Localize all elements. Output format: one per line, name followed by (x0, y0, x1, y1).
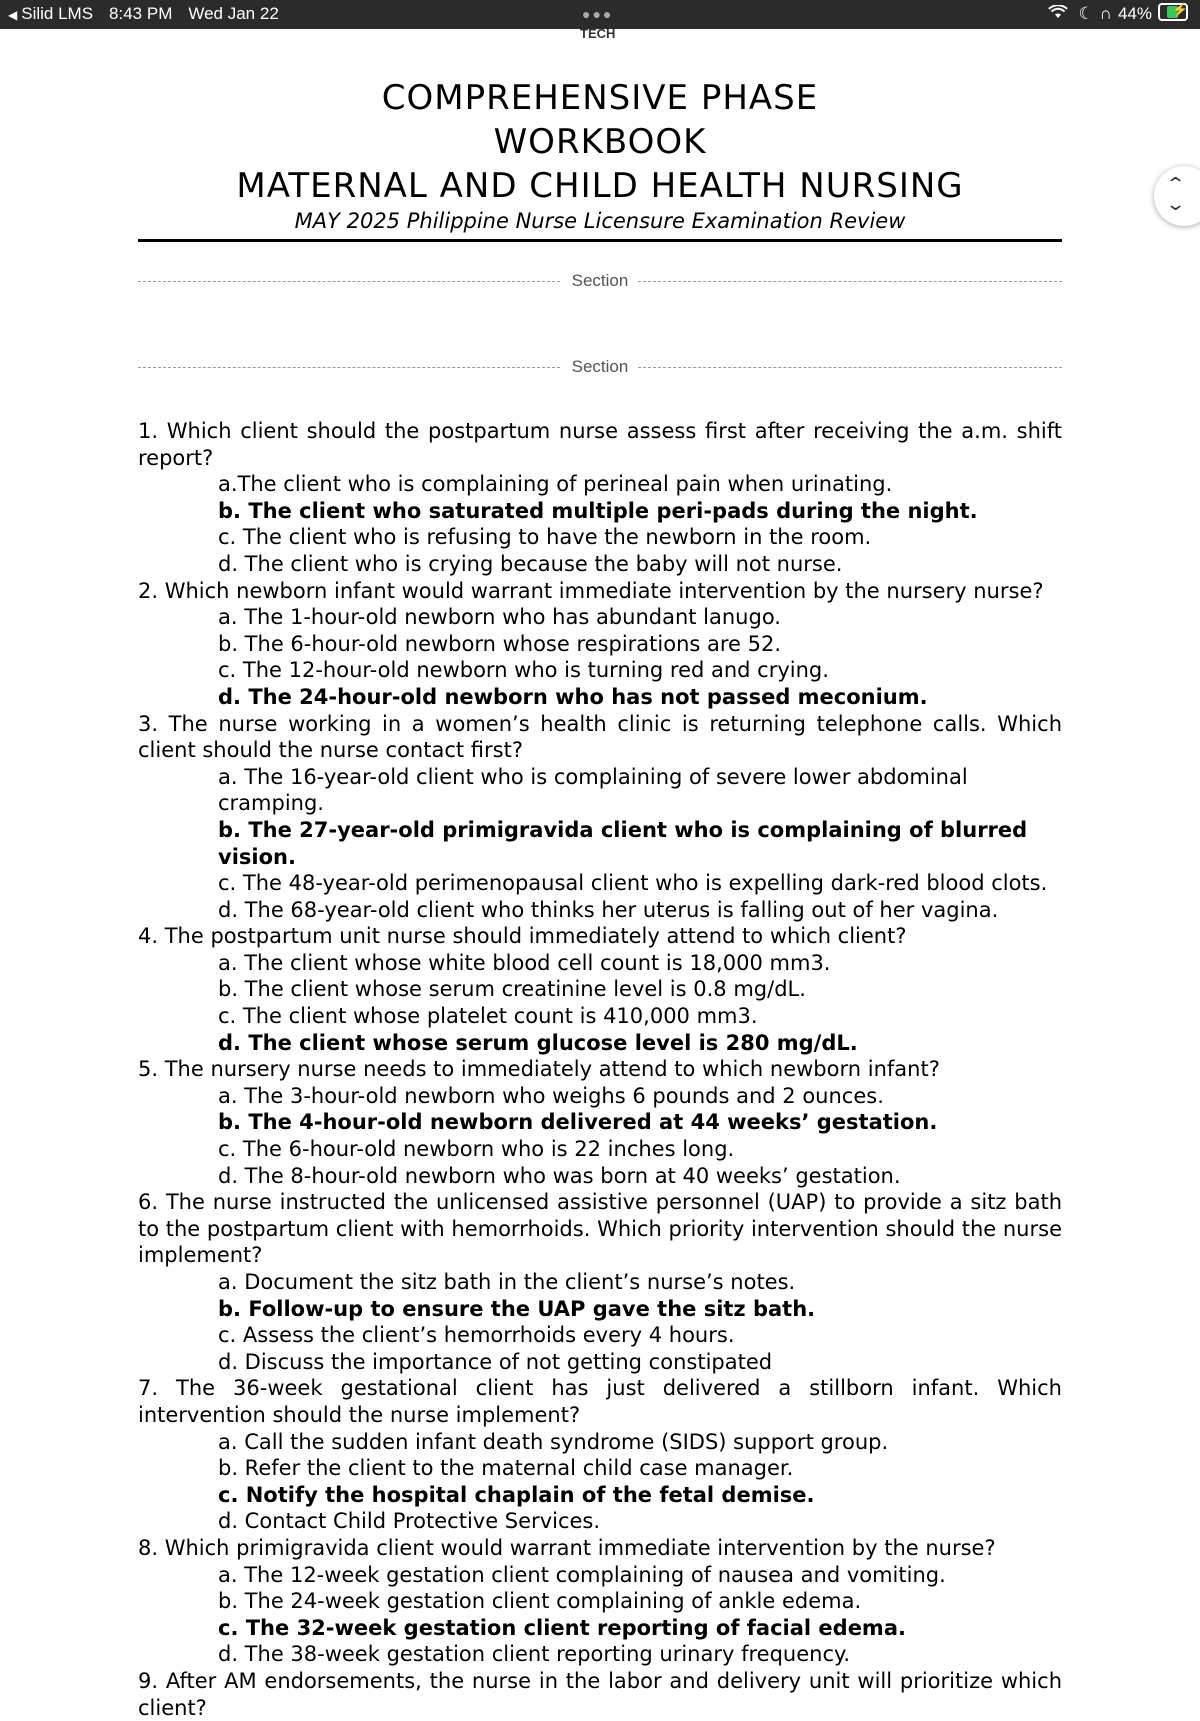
answer-option-correct: d. The client whose serum glucose level is 280 mg/dL. (218, 1030, 858, 1055)
status-left (8, 4, 295, 24)
answer-option: d. The 68-year-old client who thinks her uterus is falling out of her vagina. (218, 897, 999, 922)
headphones-icon: ∩ (1099, 4, 1112, 23)
back-to-app-link[interactable]: Silid LMS (21, 4, 94, 23)
question-stem: 8. Which primigravida client would warrant immediate intervention by the nurse? (138, 1535, 996, 1560)
answer-option: a. The 3-hour-old newborn who weighs 6 pounds and 2 ounces. (218, 1083, 884, 1108)
question-stem: 3. The nurse working in a women’s health clinic is returning telephone calls. Which client should the nurse contact first? (138, 711, 1062, 763)
status-time: 8:43 PM (109, 4, 173, 23)
doc-title-line-1: COMPREHENSIVE PHASE (381, 78, 819, 118)
answer-option: b. Refer the client to the maternal child case manager. (218, 1456, 794, 1481)
chevron-down-icon[interactable]: ⌄ (1164, 194, 1187, 215)
answer-option-correct: d. The 24-hour-old newborn who has not passed meconium. (218, 684, 928, 709)
doc-subtitle: MAY 2025 Philippine Nurse Licensure Examination Review (294, 209, 906, 233)
answer-option-correct: b. The client who saturated multiple peri-pads during the night. (218, 498, 978, 523)
answer-option: c. Assess the client’s hemorrhoids every 4 hours. (218, 1323, 735, 1348)
answer-option: a. The client whose white blood cell count is 18,000 mm3. (218, 950, 831, 975)
answer-option-correct: b. The 4-hour-old newborn delivered at 44 weeks’ gestation. (218, 1110, 938, 1135)
answer-option: b. The 6-hour-old newborn whose respirations are 52. (218, 631, 782, 656)
answer-option: d. The client who is crying because the baby will not nurse. (218, 551, 843, 576)
answer-option: a. Document the sitz bath in the client’s nurse’s notes. (218, 1270, 796, 1294)
section-divider-2 (138, 357, 1062, 377)
battery-percent: 44% (1117, 4, 1152, 23)
section-dash-right (638, 281, 1062, 282)
page-navigation-control[interactable] (1154, 166, 1200, 226)
doc-title-line-2: WORKBOOK (493, 122, 707, 162)
question-stem: 1. Which client should the postpartum nurse assess first after receiving the a.m. shift report? (138, 419, 1062, 470)
cropped-header-text: TECH (580, 26, 616, 41)
answer-option: d. Discuss the importance of not getting constipated (218, 1349, 773, 1374)
question-stem: 6. The nurse instructed the unlicensed assistive personnel (UAP) to provide a sitz bath to the postpartum client with hemorrhoids. Which priority intervention should the nurse implement? (138, 1190, 1062, 1268)
status-date: Wed Jan 22 (188, 4, 279, 23)
section-label-2: Section (571, 357, 629, 376)
question-stem: 2. Which newborn infant would warrant immediate intervention by the nursery nurse? (138, 578, 1044, 603)
answer-option: a. The 12-week gestation client complaining of nausea and vomiting. (218, 1562, 946, 1587)
section-dash-right (638, 367, 1062, 368)
answer-option: d. The 8-hour-old newborn who was born at 40 weeks’ gestation. (218, 1163, 901, 1188)
battery-charging-icon (1158, 3, 1188, 21)
question-stem: 4. The postpartum unit nurse should immediately attend to which client? (138, 924, 907, 949)
title-rule (138, 239, 1062, 242)
answer-option: c. The client whose platelet count is 410,000 mm3. (218, 1004, 758, 1029)
answer-option: a.The client who is complaining of perineal pain when urinating. (218, 472, 893, 497)
answer-option-correct: c. The 32-week gestation client reporting of facial edema. (218, 1615, 906, 1640)
answer-option: c. The client who is refusing to have the newborn in the room. (218, 525, 872, 550)
answer-option: d. Contact Child Protective Services. (218, 1509, 601, 1534)
status-bar (0, 0, 1200, 29)
doc-title-line-3: MATERNAL AND CHILD HEALTH NURSING (236, 166, 964, 206)
chevron-up-icon[interactable]: ⌃ (1164, 174, 1187, 195)
answer-option-correct: b. Follow-up to ensure the UAP gave the sitz bath. (218, 1296, 816, 1321)
wifi-icon (1048, 4, 1073, 23)
moon-icon: ☾ (1078, 4, 1094, 23)
status-right (1042, 3, 1188, 24)
question-stem: 9. After AM endorsements, the nurse in the labor and delivery unit will prioritize which client? (138, 1668, 1062, 1720)
section-dash-left (138, 367, 560, 368)
section-divider-1 (138, 271, 1062, 291)
answer-option: d. The 38-week gestation client reporting urinary frequency. (218, 1642, 851, 1667)
answer-option-correct: c. Notify the hospital chaplain of the fetal demise. (218, 1482, 815, 1507)
question-stem: 7. The 36-week gestational client has just delivered a stillborn infant. Which intervention should the nurse implement? (138, 1376, 1062, 1427)
multitasking-dots-icon[interactable]: ●●● (582, 6, 614, 22)
answer-option: b. The client whose serum creatinine level is 0.8 mg/dL. (218, 977, 806, 1002)
answer-option: a. Call the sudden infant death syndrome (SIDS) support group. (218, 1429, 889, 1454)
back-chevron-icon[interactable]: ◀ (8, 8, 18, 22)
question-stem: 5. The nursery nurse needs to immediately attend to which newborn infant? (138, 1057, 940, 1082)
charging-bolt-icon: ⚡ (1172, 2, 1189, 17)
answer-option: c. The 12-hour-old newborn who is turning red and crying. (218, 658, 829, 683)
answer-option: b. The 24-week gestation client complaining of ankle edema. (218, 1589, 862, 1614)
answer-option: a. The 16-year-old client who is complaining of severe lower abdominal cramping. (218, 764, 968, 816)
section-label-1: Section (571, 271, 629, 290)
answer-option: a. The 1-hour-old newborn who has abundant lanugo. (218, 605, 781, 630)
question-list (138, 418, 1062, 1721)
answer-option-correct: b. The 27-year-old primigravida client who is complaining of blurred vision. (218, 817, 1028, 869)
answer-option: c. The 6-hour-old newborn who is 22 inches long. (218, 1137, 735, 1162)
answer-option: c. The 48-year-old perimenopausal client who is expelling dark-red blood clots. (218, 871, 1048, 896)
section-dash-left (138, 281, 560, 282)
